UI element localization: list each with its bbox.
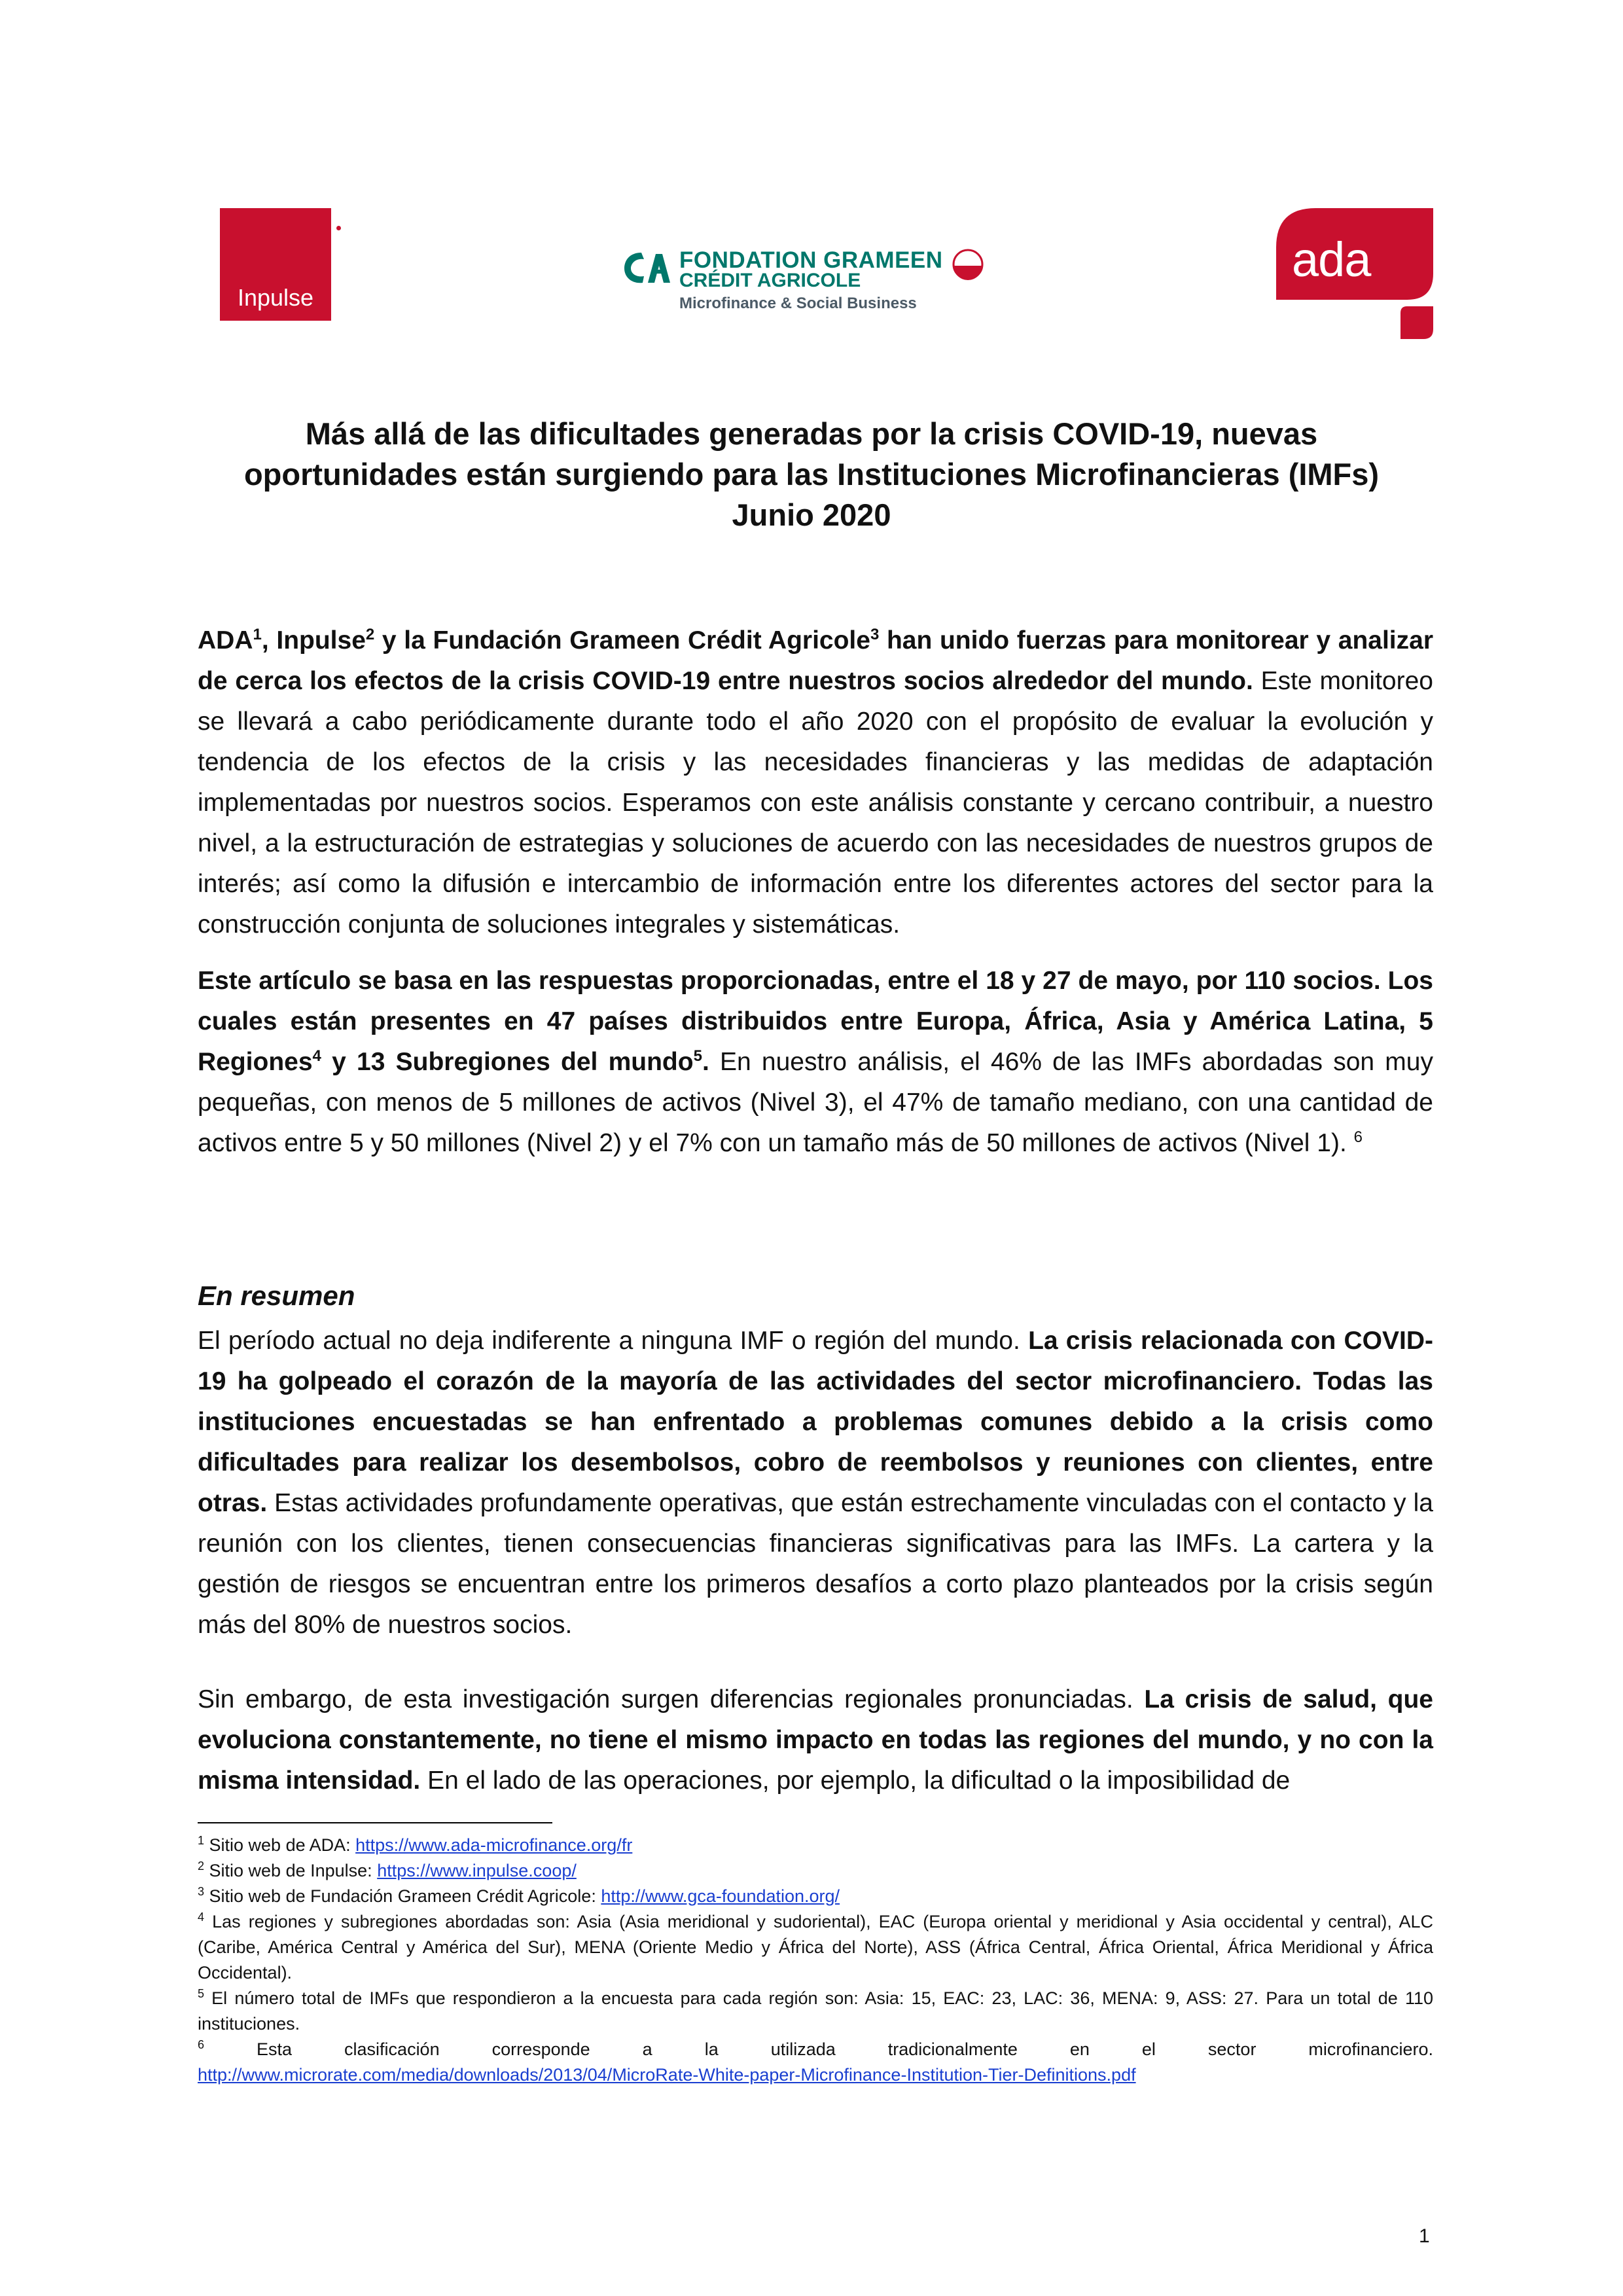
- footnote-3: [198, 1884, 1433, 1909]
- footnote-2-text: Sitio web de Inpulse:: [204, 1861, 378, 1880]
- footnote-3-text: Sitio web de Fundación Grameen Crédit Agricole:: [204, 1886, 601, 1906]
- credit-agricole-mark-icon: [622, 249, 673, 287]
- summary-paragraph-1: [198, 1321, 1433, 1645]
- intro-normal-text: Este monitoreo se llevará a cabo periódicamente durante todo el año 2020 con el propósito de evaluar la evolución y tendencia de los efectos de la crisis y las necesidades financieras y las medidas de adaptación implementadas por nuestros socios. Esperamos con este análisis constante y cercano contribuir, a nuestro nivel, a la estructuración de estrategias y soluciones de acuerdo con las necesidades de nuestros grupos de interés; así como la difusión e intercambio de información entre los diferentes actores del sector para la construcción conjunta de soluciones integrales y sistemáticas.: [198, 667, 1433, 939]
- summary-paragraph-2: [198, 1679, 1433, 1801]
- footnote-number-2: 2: [198, 1859, 205, 1873]
- footnote-2: [198, 1858, 1433, 1884]
- summary2-bold: La crisis de salud, que evoluciona constantemente, no tiene el mismo impacto en todas las regiones del mundo, y no con la misma intensidad.: [198, 1685, 1433, 1795]
- methodology-paragraph: [198, 961, 1433, 1164]
- footnote-ref-3[interactable]: 3: [870, 626, 880, 643]
- footnote-ref-1[interactable]: 1: [253, 626, 262, 643]
- footnote-number-3: 3: [198, 1885, 205, 1898]
- inpulse-label: Inpulse: [276, 626, 366, 655]
- fondation-logo-line1: FONDATION GRAMEEN: [679, 247, 943, 273]
- fondation-logo-line2: CRÉDIT AGRICOLE: [679, 270, 861, 291]
- summary2-normal-2: En el lado de las operaciones, por ejemplo, la dificultad o la imposibilidad de: [420, 1767, 1291, 1795]
- page-number: 1: [1419, 2225, 1430, 2247]
- footnote-ref-2[interactable]: 2: [365, 626, 375, 643]
- intro-bold-text: han unido fuerzas para monitorear y analizar de cerca los efectos de la crisis COVID-19 entre nuestros socios alrededor del mundo.: [198, 626, 1433, 695]
- methodology-normal-text: En nuestro análisis, el 46% de las IMFs abordadas son muy pequeñas, con menos de 5 millones de activos (Nivel 3), el 47% de tamaño mediano, con una cantidad de activos entre 5 y 50 millones (Nivel 2) y el 7% con un tamaño más de 50 millones de activos (Nivel 1).: [198, 1048, 1433, 1157]
- footnote-4: [198, 1909, 1433, 1986]
- inpulse-logo-text: Inpulse: [237, 284, 314, 311]
- summary1-normal-2: Estas actividades profundamente operativas, que están estrechamente vinculadas con el contacto y la reunión con los clientes, tienen consecuencias financieras significativas para las IMFs. La cartera y la gestión de riesgos se encuentran entre los primeros desafíos a corto plazo planteados por la crisis según más del 80% de nuestros socios.: [198, 1489, 1433, 1639]
- gca-website-link[interactable]: http://www.gca-foundation.org/: [601, 1886, 840, 1906]
- methodology-bold-3: .: [702, 1048, 709, 1076]
- footnote-number-4: 4: [198, 1910, 205, 1924]
- document-title: [190, 414, 1433, 535]
- footnote-4-text: Las regiones y subregiones abordadas son: Asia (Asia meridional y sudoriental), EAC (Europa oriental y meridional y Asia occidental y central), ALC (Caribe, América Central y América del Sur), MENA (Oriente Medio y África del Norte), ASS (África Central, África Oriental, África Meridional y África Occidental).: [198, 1912, 1433, 1982]
- footnotes: [198, 1833, 1433, 2088]
- footnote-1-text: Sitio web de ADA:: [204, 1835, 356, 1855]
- separator: ,: [261, 626, 277, 655]
- title-line-2: oportunidades están surgiendo para las Instituciones Microfinancieras (IMFs): [243, 457, 1380, 492]
- footnote-6: [198, 2037, 1433, 2062]
- summary1-bold: La crisis relacionada con COVID-19 ha golpeado el corazón de la mayoría de las actividades del sector microfinanciero. Todas las instituciones encuestadas se han enfrentado a problemas comunes debido a la crisis como dificultades para realizar los desembolsos, cobro de reembolsos y reuniones con clientes, entre otras.: [198, 1327, 1433, 1517]
- inpulse-logo-dot: [336, 226, 341, 230]
- footnote-divider: [198, 1822, 552, 1823]
- footnote-6-text: Esta clasificación corresponde a la utilizada tradicionalmente en el sector microfinanciero.: [204, 2039, 1433, 2059]
- footnote-5: [198, 1986, 1433, 2037]
- fondation-grameen-logo: [622, 247, 988, 313]
- ada-logo: [1276, 208, 1433, 339]
- summary2-normal-1: Sin embargo, de esta investigación surgen diferencias regionales pronunciadas.: [198, 1685, 1145, 1713]
- fondation-label: y la Fundación Grameen Crédit Agricole: [374, 626, 870, 655]
- footnote-number-5: 5: [198, 1987, 205, 2000]
- ada-label: ADA: [198, 626, 253, 655]
- methodology-bold-2: y 13 Subregiones del mundo: [321, 1048, 694, 1076]
- section-heading: En resumen: [198, 1280, 355, 1311]
- ada-logo-text: ada: [1292, 232, 1371, 287]
- methodology-bold-1: Este artículo se basa en las respuestas proporcionadas, entre el 18 y 27 de mayo, por 110 socios. Los cuales están presentes en 47 países distribuidos entre Europa, África, Asia y América Latina, 5 Regiones: [198, 967, 1433, 1076]
- footnote-ref-6[interactable]: 6: [1353, 1128, 1363, 1146]
- footnote-6-link-line: [198, 2062, 1433, 2088]
- footnote-number-1: 1: [198, 1834, 205, 1847]
- inpulse-website-link[interactable]: https://www.inpulse.coop/: [377, 1861, 577, 1880]
- title-line-1: Más allá de las dificultades generadas por la crisis COVID-19, nuevas: [305, 416, 1318, 451]
- intro-paragraph: [198, 620, 1433, 945]
- circle-flag-icon: [952, 249, 984, 280]
- ada-website-link[interactable]: https://www.ada-microfinance.org/fr: [355, 1835, 633, 1855]
- footnote-number-6: 6: [198, 2038, 205, 2051]
- footnote-5-text: El número total de IMFs que respondieron a la encuesta para cada región son: Asia: 15, EAC: 23, LAC: 36, MENA: 9, ASS: 27. Para un total de 110 instituciones.: [198, 1988, 1433, 2034]
- microrate-link[interactable]: http://www.microrate.com/media/downloads/2013/04/MicroRate-White-paper-Microfinance-Institution-Tier-Definitions.pdf: [198, 2065, 1136, 2085]
- title-date: Junio 2020: [732, 497, 891, 532]
- summary1-normal-1: El período actual no deja indiferente a ninguna IMF o región del mundo.: [198, 1327, 1029, 1355]
- footnote-ref-5[interactable]: 5: [693, 1047, 702, 1065]
- footnote-ref-4[interactable]: 4: [312, 1047, 321, 1065]
- footnote-1: [198, 1833, 1433, 1858]
- fondation-logo-line3: Microfinance & Social Business: [679, 295, 917, 312]
- inpulse-logo: [220, 208, 341, 321]
